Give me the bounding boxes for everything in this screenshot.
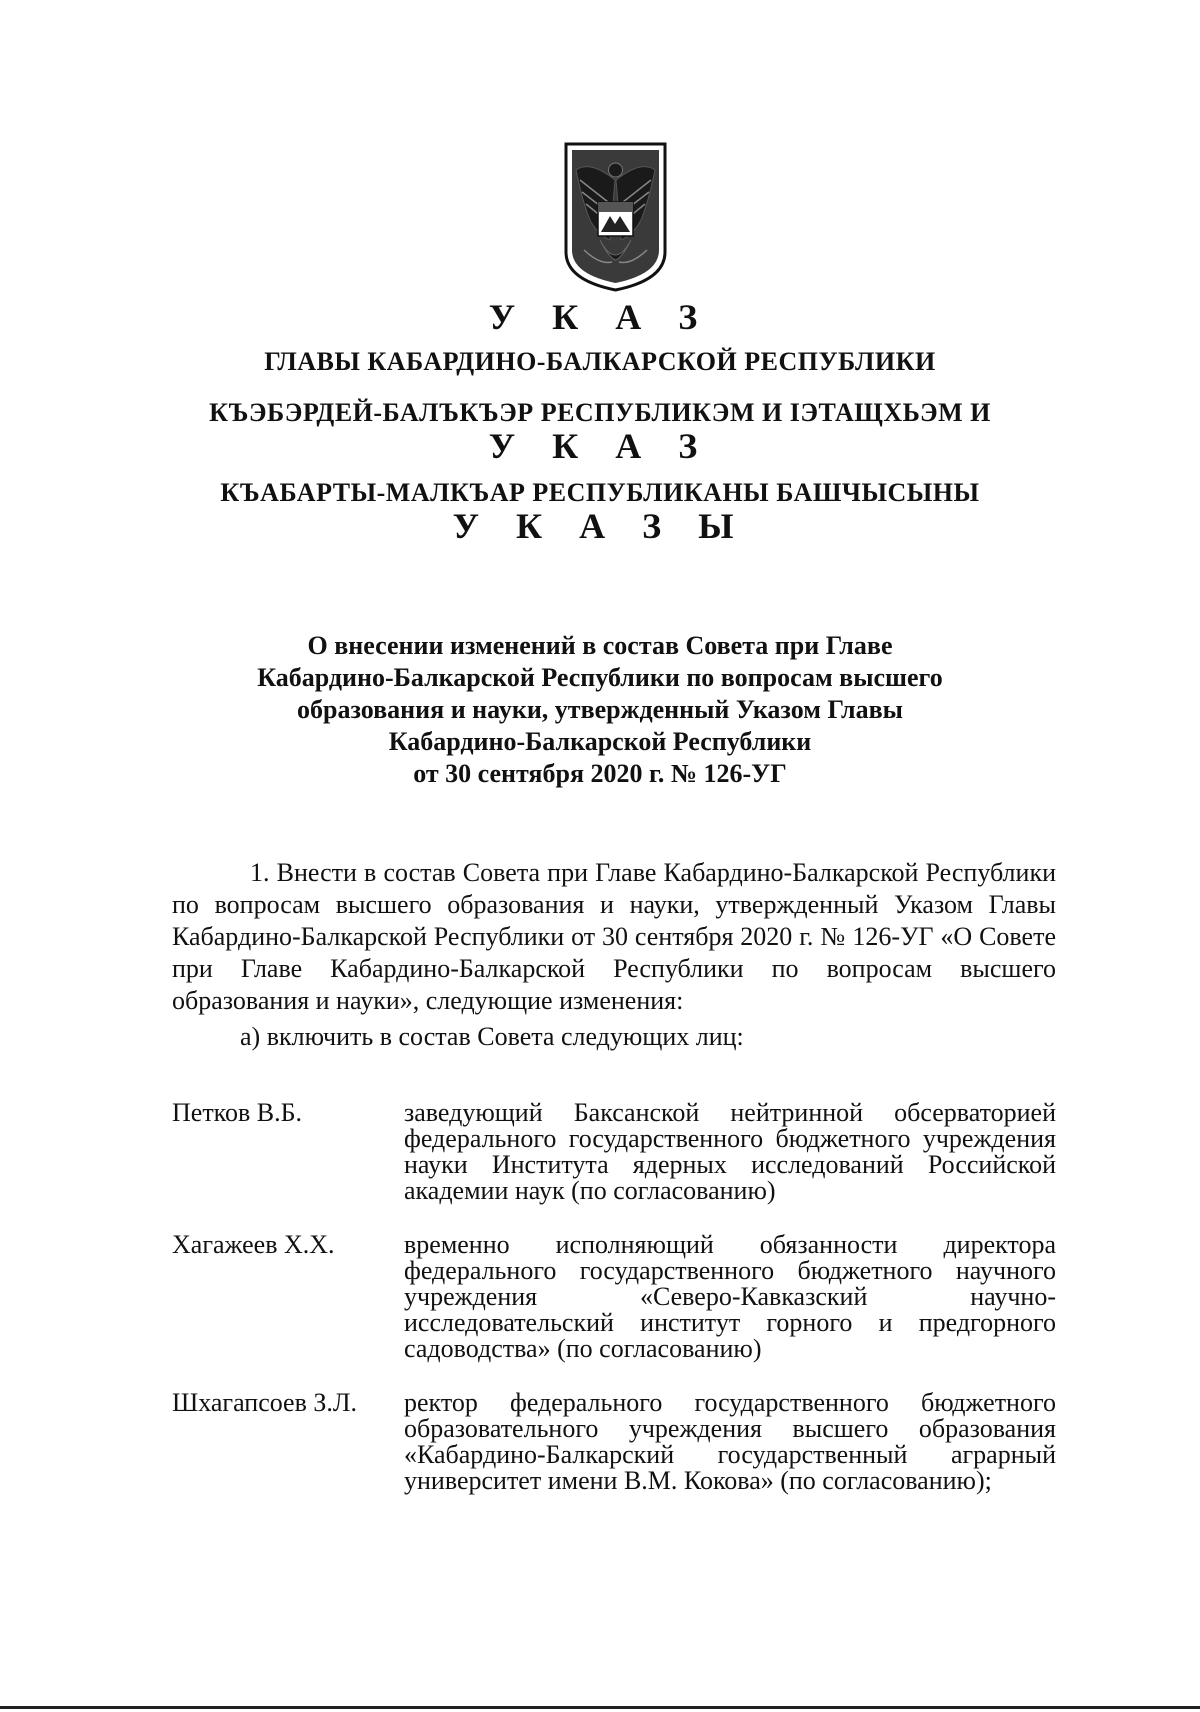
member-description: временно исполняющий обязанности директора федерального государственного бюджетного научного учреждения «Северо-Кавказский научно-исследовательский институт горного и предгорного садоводства» (по согласованию)	[404, 1230, 1056, 1363]
title-line: Кабардино-Балкарской Республики	[388, 727, 812, 756]
body-paragraph-1: 1. Внести в состав Совета при Главе Кабардино-Балкарской Республики по вопросам высшего образования и науки, утвержденный Указом Главы Кабардино-Балкарской Республики от 30 сентября 2020 г. № 126-УГ «О Совете при Главе Кабардино-Балкарской Республики по вопросам высшего образования и науки», следующие изменения:	[172, 858, 1056, 1015]
scan-edge-line	[0, 1706, 1200, 1709]
heading-head-of-republic-balkar: КЪАБАРТЫ-МАЛКЪАР РЕСПУБЛИКАНЫ БАШЧЫСЫНЫ	[220, 478, 980, 507]
heading-head-of-republic-kabardian: КЪЭБЭРДЕЙ-БАЛЪКЪЭР РЕСПУБЛИКЭМ И ІЭТАЩХЬЭМ И	[209, 398, 991, 427]
coat-of-arms-emblem	[560, 140, 671, 293]
title-line: от 30 сентября 2020 г. № 126-УГ	[413, 759, 787, 788]
decree-title	[200, 630, 1000, 790]
body-paragraph-2: а) включить в состав Совета следующих лиц:	[240, 1022, 744, 1051]
heading-head-of-republic-russian: ГЛАВЫ КАБАРДИНО-БАЛКАРСКОЙ РЕСПУБЛИКИ	[264, 347, 936, 376]
member-name: Хагажеев Х.Х.	[172, 1230, 335, 1259]
decree-heading-ukazy-balkar: У К А З Ы	[452, 506, 748, 546]
title-line: Кабардино-Балкарской Республики по вопросам высшего	[257, 663, 943, 692]
title-line: О внесении изменений в состав Совета при Главе	[307, 631, 893, 660]
member-description: заведующий Баксанской нейтринной обсерваторией федерального государственного бюджетного учреждения науки Института ядерных исследований Российской академии наук (по согласованию)	[404, 1098, 1056, 1205]
member-name: Петков В.Б.	[172, 1098, 303, 1127]
member-name: Шхагапсоев З.Л.	[172, 1388, 358, 1417]
decree-heading-ukaz: У К А З	[488, 297, 712, 337]
decree-heading-ukaz-kabardian: У К А З	[488, 426, 712, 466]
member-description: ректор федерального государственного бюджетного образовательного учреждения высшего образования «Кабардино-Балкарский государственный аграрный университет имени В.М. Кокова» (по согласованию);	[404, 1388, 1056, 1495]
title-line: образования и науки, утвержденный Указом Главы	[297, 695, 903, 724]
